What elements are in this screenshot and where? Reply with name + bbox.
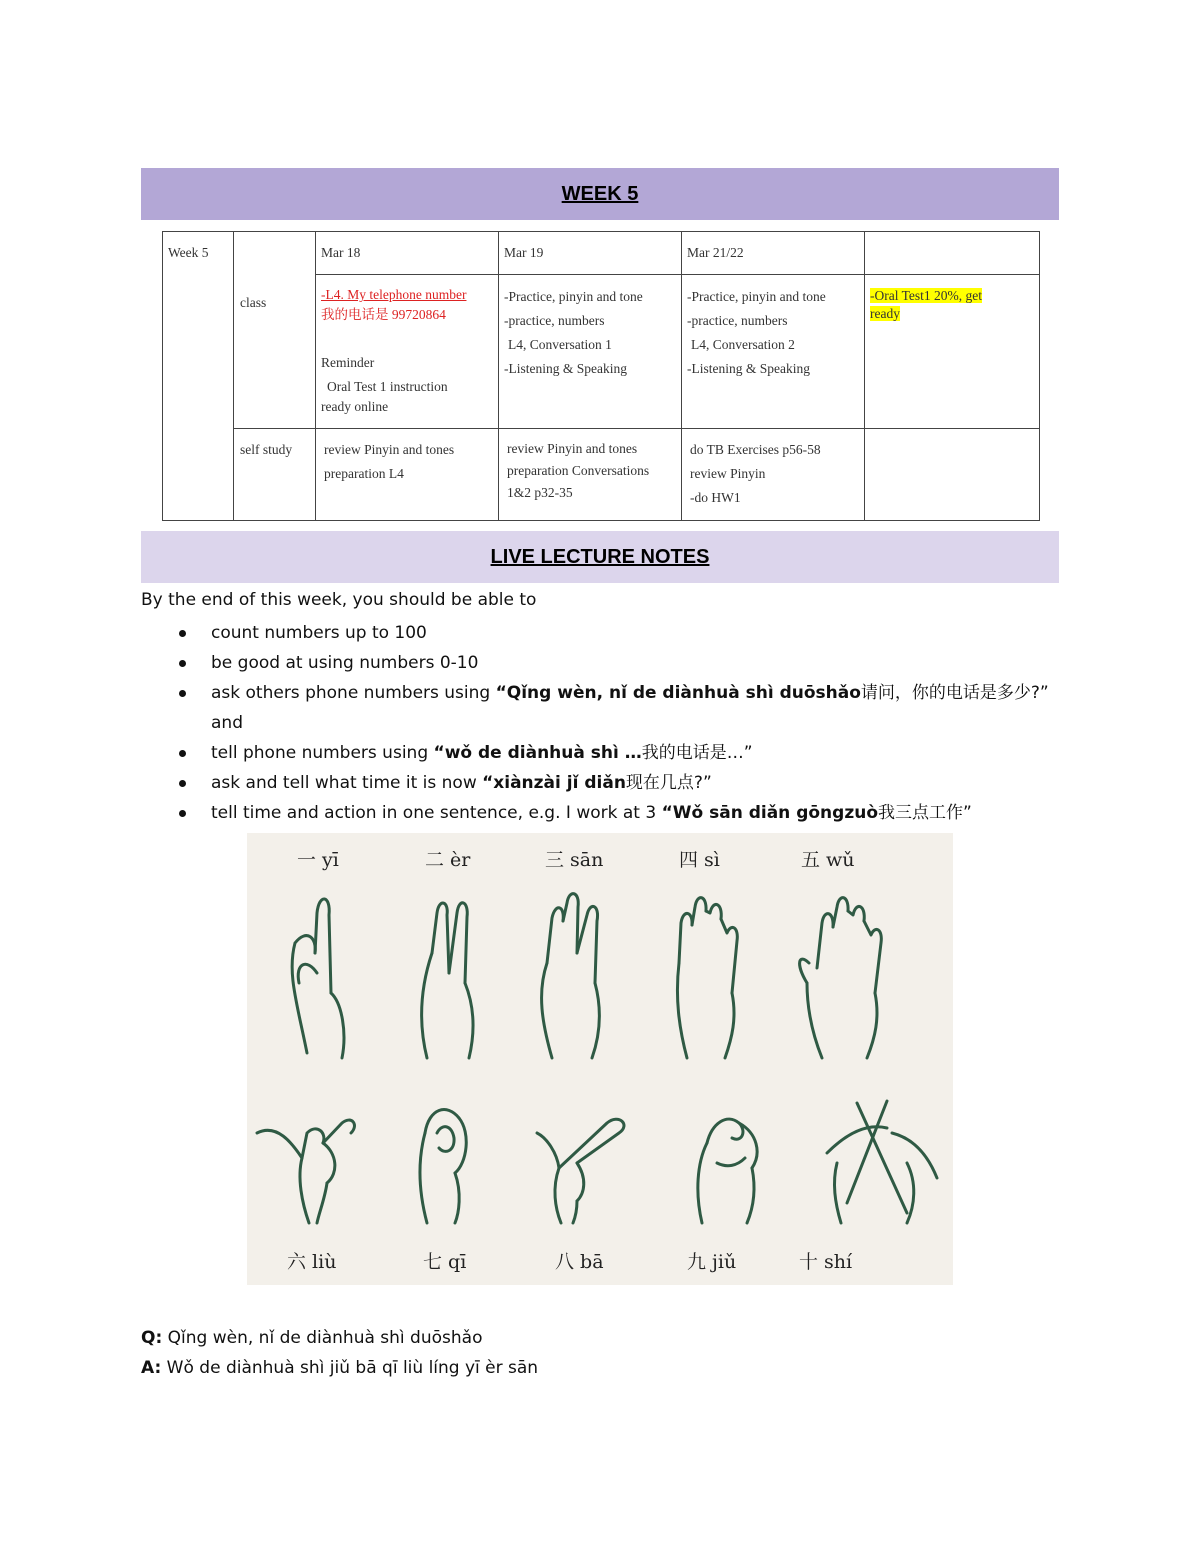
hand-gesture-numbers-image: [247, 833, 953, 1285]
cell-line: -practice, numbers: [504, 313, 605, 328]
week-banner: [141, 168, 1059, 220]
class-cell-oral-test: [870, 287, 982, 323]
learning-goals-intro: By the end of this week, you should be able to: [141, 590, 537, 610]
cell-line: review Pinyin and tones: [507, 441, 638, 456]
goal-chinese: 我的电话是…”: [641, 743, 753, 763]
hand-drawings: [247, 833, 953, 1285]
highlighted-note: -Oral Test1 20%, get: [870, 288, 983, 303]
hand-eight-drawing: [537, 1119, 624, 1223]
highlighted-note: ready: [870, 306, 900, 321]
answer-line: [141, 1358, 538, 1378]
number-label-one: 一 yī: [297, 849, 339, 871]
cell-line: 1&2 p32-35: [507, 485, 573, 500]
cell-line: -Practice, pinyin and tone: [504, 289, 643, 304]
question-label: Q:: [141, 1328, 163, 1348]
goal-text: tell phone numbers using: [211, 743, 434, 763]
table-col-divider: [498, 231, 499, 521]
reminder-note: Oral Test 1 instruction: [327, 379, 448, 394]
learning-goals-list: [141, 618, 1051, 828]
cell-line: do TB Exercises p56-58: [690, 442, 821, 457]
cell-line: preparation L4: [324, 466, 404, 481]
goal-pinyin: “wǒ de diànhuà shì …: [433, 743, 642, 763]
reminder-note: ready online: [321, 399, 389, 414]
goal-pinyin: “xiànzài jǐ diǎn: [482, 773, 626, 793]
row-label-class: class: [240, 295, 267, 310]
question-text: Qǐng wèn, nǐ de diànhuà shì duōshǎo: [162, 1328, 483, 1348]
goal-text: tell time and action in one sentence, e.g. I work at 3: [211, 803, 662, 823]
goal-chinese: 我三点工作”: [878, 803, 972, 823]
table-border-bottom: [162, 520, 1040, 521]
list-item: [141, 678, 1051, 738]
header-mar-19: Mar 19: [504, 245, 544, 260]
self-study-cell-mar-19: [507, 438, 649, 504]
number-label-seven: 七 qī: [423, 1251, 467, 1273]
week-label: Week 5: [168, 245, 209, 260]
answer-text: Wǒ de diànhuà shì jiǔ bā qī liù líng yī èr sān: [161, 1358, 539, 1378]
lesson-title-chinese: 我的电话是 99720864: [321, 307, 446, 322]
table-col-divider: [315, 231, 316, 521]
cell-line: L4, Conversation 2: [691, 337, 795, 352]
number-label-four: 四 sì: [679, 849, 720, 871]
reminder-label: Reminder: [321, 355, 375, 370]
hand-four-drawing: [677, 898, 737, 1058]
goal-text: and: [211, 713, 243, 733]
lesson-title: -L4. My telephone number: [321, 287, 467, 302]
schedule-table: [162, 231, 1040, 521]
self-study-cell-mar-18: [324, 438, 454, 486]
header-mar-21-22: Mar 21/22: [687, 245, 744, 260]
list-item: [141, 648, 1051, 678]
goal-text: be good at using numbers 0-10: [211, 653, 479, 673]
hand-three-drawing: [542, 894, 600, 1058]
hand-ten-drawing: [827, 1101, 937, 1223]
lecture-notes-banner: [141, 531, 1059, 583]
goal-chinese: 请问，你的电话是多少?”: [860, 683, 1049, 703]
number-label-six: 六 liù: [287, 1251, 337, 1273]
list-item: [141, 768, 1051, 798]
cell-line: preparation Conversations: [507, 463, 650, 478]
goal-pinyin: “Qǐng wèn, nǐ de diànhuà shì duōshǎo: [495, 683, 861, 703]
week-title: WEEK 5: [561, 182, 639, 205]
goal-text: ask others phone numbers using: [211, 683, 496, 703]
hand-six-drawing: [257, 1120, 354, 1223]
number-label-nine: 九 jiǔ: [687, 1251, 737, 1273]
hand-one-drawing: [292, 899, 344, 1058]
goal-pinyin: “Wǒ sān diǎn gōngzuò: [661, 803, 878, 823]
lecture-notes-title: LIVE LECTURE NOTES: [490, 545, 710, 568]
hand-five-drawing: [800, 898, 882, 1058]
number-label-ten: 十 shí: [799, 1251, 853, 1273]
cell-line: L4, Conversation 1: [508, 337, 612, 352]
table-col-divider: [681, 231, 682, 521]
list-item: [141, 618, 1051, 648]
cell-line: -Listening & Speaking: [504, 361, 627, 376]
table-border-right: [1039, 231, 1040, 521]
answer-label: A:: [141, 1358, 162, 1378]
hand-nine-drawing: [698, 1119, 757, 1223]
table-col-divider: [864, 231, 865, 521]
table-border-left: [162, 231, 163, 521]
question-line: [141, 1328, 482, 1348]
row-label-self-study: self study: [240, 442, 293, 457]
goal-text: ask and tell what time it is now: [211, 773, 483, 793]
number-label-two: 二 èr: [425, 849, 471, 871]
number-label-eight: 八 bā: [555, 1251, 604, 1273]
cell-line: -do HW1: [690, 490, 741, 505]
table-row-divider: [233, 428, 1040, 429]
class-cell-mar-18: [321, 285, 466, 417]
hand-two-drawing: [422, 903, 474, 1058]
table-header-divider: [315, 274, 1040, 275]
self-study-cell-mar-21-22: [690, 438, 821, 510]
cell-line: review Pinyin: [690, 466, 766, 481]
hand-seven-drawing: [420, 1110, 466, 1223]
number-label-three: 三 sān: [545, 849, 604, 871]
goal-chinese: 现在几点?”: [625, 773, 712, 793]
cell-line: review Pinyin and tones: [324, 442, 455, 457]
table-col-divider: [233, 231, 234, 521]
class-cell-mar-19: [504, 285, 643, 381]
header-mar-18: Mar 18: [321, 245, 361, 260]
cell-line: -Listening & Speaking: [687, 361, 810, 376]
goal-text: count numbers up to 100: [211, 623, 427, 643]
number-label-five: 五 wǔ: [801, 849, 855, 871]
cell-line: -Practice, pinyin and tone: [687, 289, 826, 304]
table-border-top: [162, 231, 1040, 232]
list-item: [141, 738, 1051, 768]
list-item: [141, 798, 1051, 828]
cell-line: -practice, numbers: [687, 313, 788, 328]
class-cell-mar-21-22: [687, 285, 826, 381]
